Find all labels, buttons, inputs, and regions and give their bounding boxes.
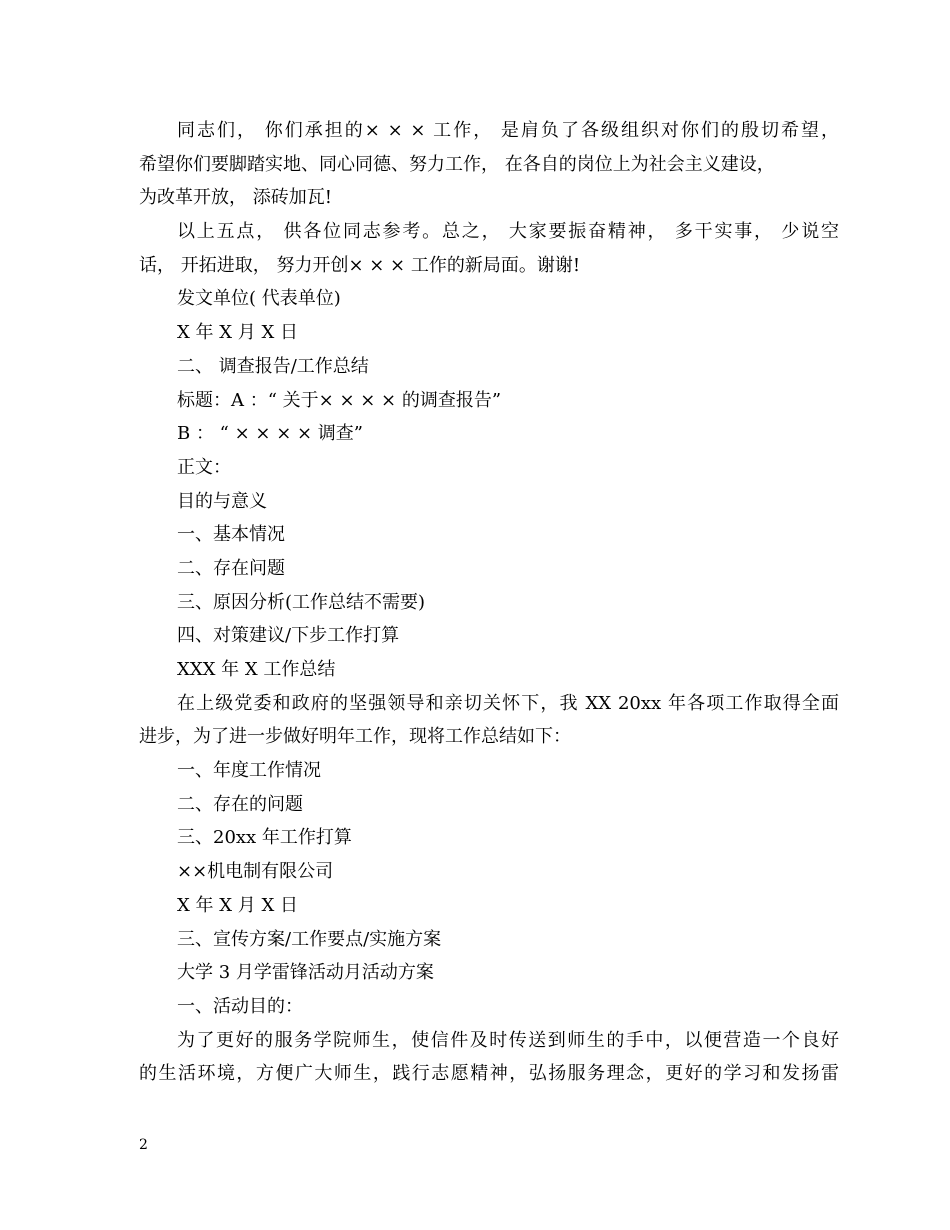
text-line: 希望你们要脚踏实地、同心同德、努力工作， 在各自的岗位上为社会主义建设， <box>139 153 775 175</box>
text-line: 二、存在问题 <box>177 557 285 579</box>
text-line: 进步，为了进一步做好明年工作，现将工作总结如下： <box>139 726 571 748</box>
text-line: 正文： <box>177 456 231 478</box>
text-line: 在上级党委和政府的坚强领导和亲切关怀下，我 XX 20xx 年各项工作取得全面 <box>177 692 839 714</box>
text-line: 三、宣传方案/工作要点/实施方案 <box>177 928 442 950</box>
text-line: X 年 X 月 X 日 <box>177 322 299 344</box>
text-line: 以上五点， 供各位同志参考。总之， 大家要振奋精神， 多干实事， 少说空 <box>177 221 839 243</box>
text-line: 大学 3 月学雷锋活动月活动方案 <box>177 962 434 984</box>
text-line: 一、活动目的： <box>177 995 303 1017</box>
text-line: 二、 调查报告/工作总结 <box>177 355 369 377</box>
text-line: 一、年度工作情况 <box>177 760 321 782</box>
text-line: 同志们， 你们承担的× × × 工作， 是肩负了各级组织对你们的殷切希望， <box>177 120 839 141</box>
text-line: 为了更好的服务学院师生，使信件及时传送到师生的手中，以便营造一个良好 <box>177 1029 839 1051</box>
text-line: ××机电制有限公司 <box>177 861 334 883</box>
text-line: X 年 X 月 X 日 <box>177 894 299 916</box>
text-line: 四、对策建议/下步工作打算 <box>177 625 400 647</box>
document-body <box>139 114 839 1091</box>
text-line: 三、原因分析(工作总结不需要) <box>177 591 426 613</box>
text-line: 为改革开放， 添砖加瓦! <box>139 187 332 209</box>
text-line: 一、基本情况 <box>177 524 285 546</box>
text-line: B ： “ × × × × 调查” <box>177 423 364 445</box>
text-line: XXX 年 X 工作总结 <box>177 659 336 680</box>
text-line: 话， 开拓进取， 努力开创× × × 工作的新局面。谢谢! <box>139 254 581 276</box>
text-line: 目的与意义 <box>177 490 267 512</box>
text-line: 标题：A ：“ 关于× × × × 的调查报告” <box>177 389 502 411</box>
text-line: 三、20xx 年工作打算 <box>177 827 352 849</box>
text-line: 发文单位( 代表单位) <box>177 288 341 310</box>
text-line: 二、存在的问题 <box>177 793 303 815</box>
text-line: 的生活环境，方便广大师生，践行志愿精神，弘扬服务理念，更好的学习和发扬雷 <box>139 1063 839 1085</box>
page-number: 2 <box>139 1137 148 1153</box>
